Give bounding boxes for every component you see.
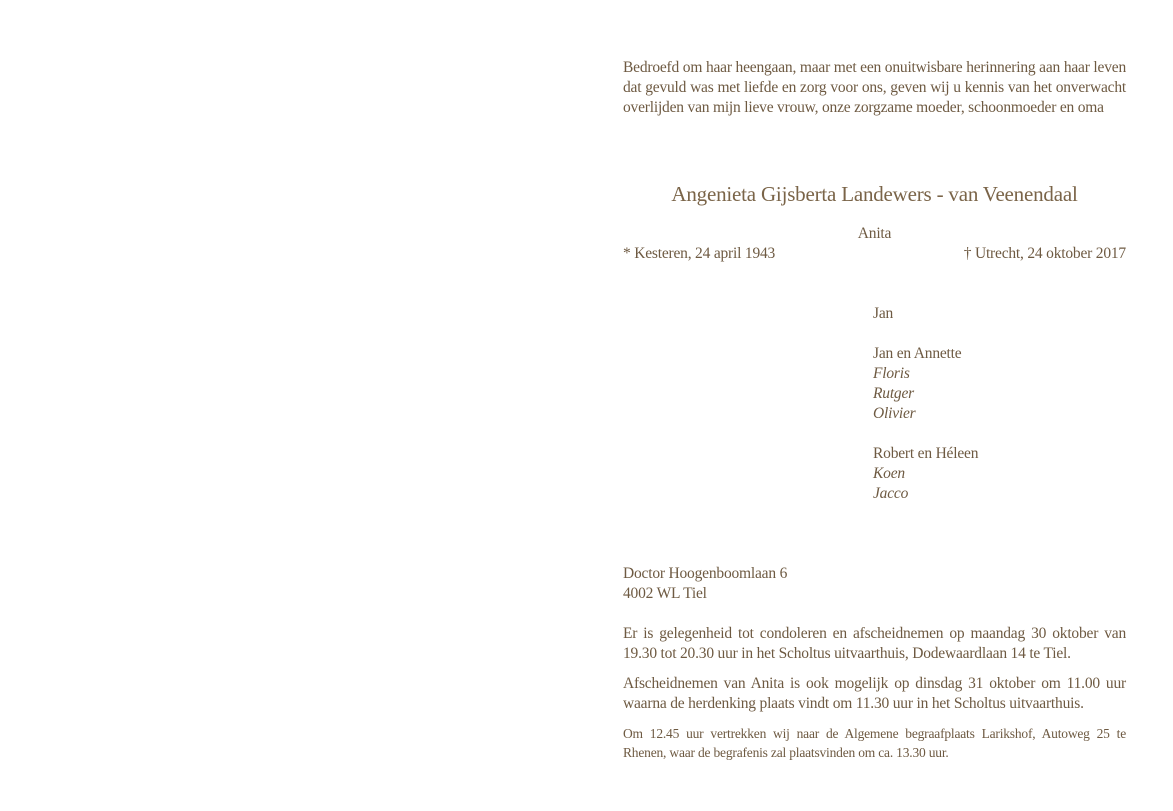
address-street: Doctor Hoogenboomlaan 6	[623, 565, 788, 582]
death-date: † Utrecht, 24 oktober 2017	[963, 245, 1126, 262]
deceased-full-name: Angenieta Gijsberta Landewers - van Veenendaal	[671, 182, 1078, 206]
family-grandchild: Olivier	[873, 405, 916, 422]
farewell-paragraph: Afscheidnemen van Anita is ook mogelijk op dinsdag 31 oktober om 11.00 uur waarna de herdenking plaats vindt om 11.30 uur in het Scholtus uitvaarthuis.	[623, 675, 1126, 712]
intro-text: Bedroefd om haar heengaan, maar met een onuitwisbare herinnering aan haar leven dat gevuld was met liefde en zorg voor ons, geven wij u kennis van het onverwacht overlijden van mijn lieve vrouw, onze zorgzame moeder, schoonmoeder en oma	[623, 59, 1126, 116]
family-grandchild: Floris	[873, 365, 910, 382]
family-grandchild: Jacco	[873, 485, 909, 502]
address-postal-city: 4002 WL Tiel	[623, 585, 707, 602]
deceased-nickname: Anita	[857, 225, 892, 242]
condolence-paragraph: Er is gelegenheid tot condoleren en afscheidnemen op maandag 30 oktober van 19.30 tot 20.30 uur in het Scholtus uitvaarthuis, Dodewaardlaan 14 te Tiel.	[623, 625, 1126, 662]
family-couple: Robert en Héleen	[873, 445, 979, 462]
birth-date: * Kesteren, 24 april 1943	[623, 245, 776, 262]
family-couple: Jan en Annette	[873, 345, 962, 362]
family-grandchild: Koen	[873, 465, 905, 482]
spacer	[873, 324, 978, 344]
spacer	[873, 424, 978, 444]
burial-paragraph: Om 12.45 uur vertrekken wij naar de Algemene begraafplaats Larikshof, Autoweg 25 te Rhenen, waar de begrafenis zal plaatsvinden om ca. 13.30 uur.	[623, 726, 1126, 760]
death-notice	[623, 58, 1126, 760]
family-spouse: Jan	[873, 305, 894, 322]
family-grandchild: Rutger	[873, 385, 914, 402]
family-list	[873, 304, 978, 504]
correspondence-address	[623, 564, 787, 604]
